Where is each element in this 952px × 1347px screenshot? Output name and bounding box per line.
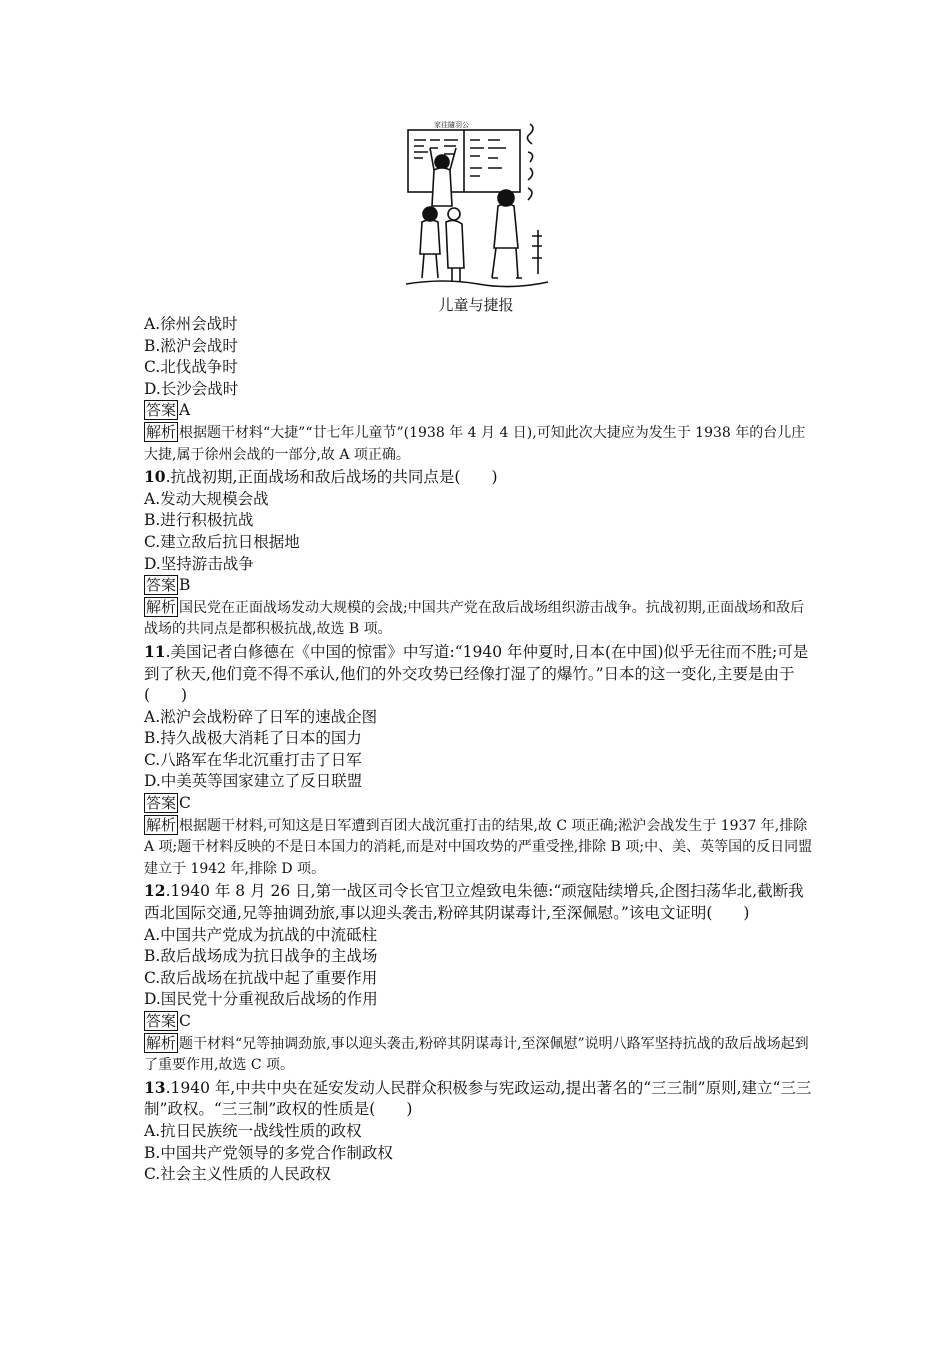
q10-option-a: A.发动大规模会战: [144, 489, 269, 508]
q11-option-a: A.淞沪会战粉碎了日军的速战企图: [144, 707, 378, 726]
explanation-tag: 解析: [146, 1033, 177, 1052]
q9-explanation: [144, 422, 814, 466]
q12-option-a: A.中国共产党成为抗战的中流砥柱: [144, 925, 378, 944]
q11-option-d: D.中美英等国家建立了反日联盟: [144, 772, 363, 791]
q9-answer-value: A: [179, 401, 191, 420]
q9-option-a: A.徐州会战时: [144, 315, 238, 333]
q12-answer-value: C: [179, 1012, 191, 1030]
q10-option-b: B.进行积极抗战: [144, 511, 254, 530]
q10-answer-value: B: [179, 576, 191, 595]
q11-option-b: B.持久战极大消耗了日本的国力: [144, 729, 362, 748]
q10-stem-text: .抗战初期,正面战场和敌后战场的共同点是( ): [165, 468, 498, 487]
q10-explanation: [144, 597, 814, 641]
explanation-tag: 解析: [146, 815, 177, 834]
q13-option-b: B.中国共产党领导的多党合作制政权: [144, 1143, 393, 1162]
q10-answer: [144, 575, 814, 597]
q13-stem-text: .1940 年,中共中央在延安发动人民群众积极参与宪政运动,提出著名的“三三制”原则,建立“三三制”政权。“三三制”政权的性质是( ): [144, 1078, 812, 1119]
q11-answer: [144, 793, 814, 815]
q11-stem-text: .美国记者白修德在《中国的惊雷》中写道:“1940 年仲夏时,日本(在中国)似乎无往而不胜;可是到了秋天,他们竟不得不承认,他们的外交攻势已经像打湿了的爆竹。”日本的这一变化,主要是由于( ): [144, 642, 809, 705]
q9-answer: [144, 400, 814, 422]
q10-stem: [144, 466, 814, 489]
q12-answer: [144, 1011, 814, 1033]
q9-option-c: C.北伐战争时: [144, 358, 238, 377]
q13-option-a: A.抗日民族统一战线性质的政权: [144, 1121, 362, 1140]
answer-tag: 答案: [146, 794, 177, 813]
q9-explanation-text: 根据题干材料“大捷”“廿七年儿童节”(1938 年 4 月 4 日),可知此次大捷应为发生于 1938 年的台儿庄大捷,属于徐州会战的一部分,故 A 项正确。: [144, 424, 806, 463]
q12-option-c: C.敌后战场在抗战中起了重要作用: [144, 968, 378, 987]
cartoon-drawing: [404, 118, 550, 290]
answer-tag: 答案: [146, 1012, 177, 1030]
q12-explanation-text: 题干材料“兄等抽调劲旅,事以迎头袭击,粉碎其阴谋毒计,至深佩慰”说明八路军坚持抗战的敌后战场起到了重要作用,故选 C 项。: [144, 1035, 809, 1074]
q9-option-b: B.淞沪会战时: [144, 336, 238, 355]
q10-number: 10: [144, 467, 166, 487]
q13-option-c: C.社会主义性质的人民政权: [144, 1165, 331, 1184]
q12-number: 12: [144, 881, 166, 901]
q10-option-d: D.坚持游击战争: [144, 554, 254, 573]
answer-tag: 答案: [146, 576, 177, 595]
q11-answer-value: C: [179, 794, 191, 813]
q10-option-c: C.建立敌后抗日根据地: [144, 532, 300, 551]
q12-explanation: [144, 1033, 814, 1077]
q11-option-c: C.八路军在华北沉重打击了日军: [144, 750, 362, 769]
q11-number: 11: [144, 641, 166, 661]
explanation-tag: 解析: [146, 422, 177, 441]
answer-tag: 答案: [146, 401, 177, 420]
q13-number: 13: [144, 1077, 166, 1097]
q11-stem: [144, 641, 814, 707]
q12-stem-text: .1940 年 8 月 26 日,第一战区司令长官卫立煌致电朱德:“顽寇陆续增兵,企图扫荡华北,截断我西北国际交通,兄等抽调劲旅,事以迎头袭击,粉碎其阴谋毒计,至深佩慰。”该电文证明( ): [144, 882, 804, 923]
explanation-tag: 解析: [146, 597, 177, 616]
q11-explanation-text: 根据题干材料,可知这是日军遭到百团大战沉重打击的结果,故 C 项正确;淞沪会战发生于 1937 年,排除 A 项;题干材料反映的不是日本国力的消耗,而是对中国攻势的严重受挫,排除 B 项;中、美、英等国的反日同盟建立于 1942 年,排除 D 项。: [144, 817, 813, 877]
q13-stem: [144, 1077, 814, 1121]
q12-option-b: B.敌后战场成为抗日战争的主战场: [144, 947, 378, 966]
q9-option-d: D.长沙会战时: [144, 379, 239, 398]
children-and-victory-illustration: [404, 118, 550, 290]
q12-stem: [144, 880, 814, 924]
poster-sign-text: 家往隨羽公: [434, 121, 469, 129]
q10-explanation-text: 国民党在正面战场发动大规模的会战;中国共产党在敌后战场组织游击战争。抗战初期,正面战场和敌后战场的共同点是都积极抗战,故选 B 项。: [144, 599, 805, 638]
figure-caption: 儿童与捷报: [438, 296, 514, 314]
q11-explanation: [144, 815, 814, 881]
question-content: [144, 314, 814, 1186]
q12-option-d: D.国民党十分重视敌后战场的作用: [144, 990, 378, 1009]
